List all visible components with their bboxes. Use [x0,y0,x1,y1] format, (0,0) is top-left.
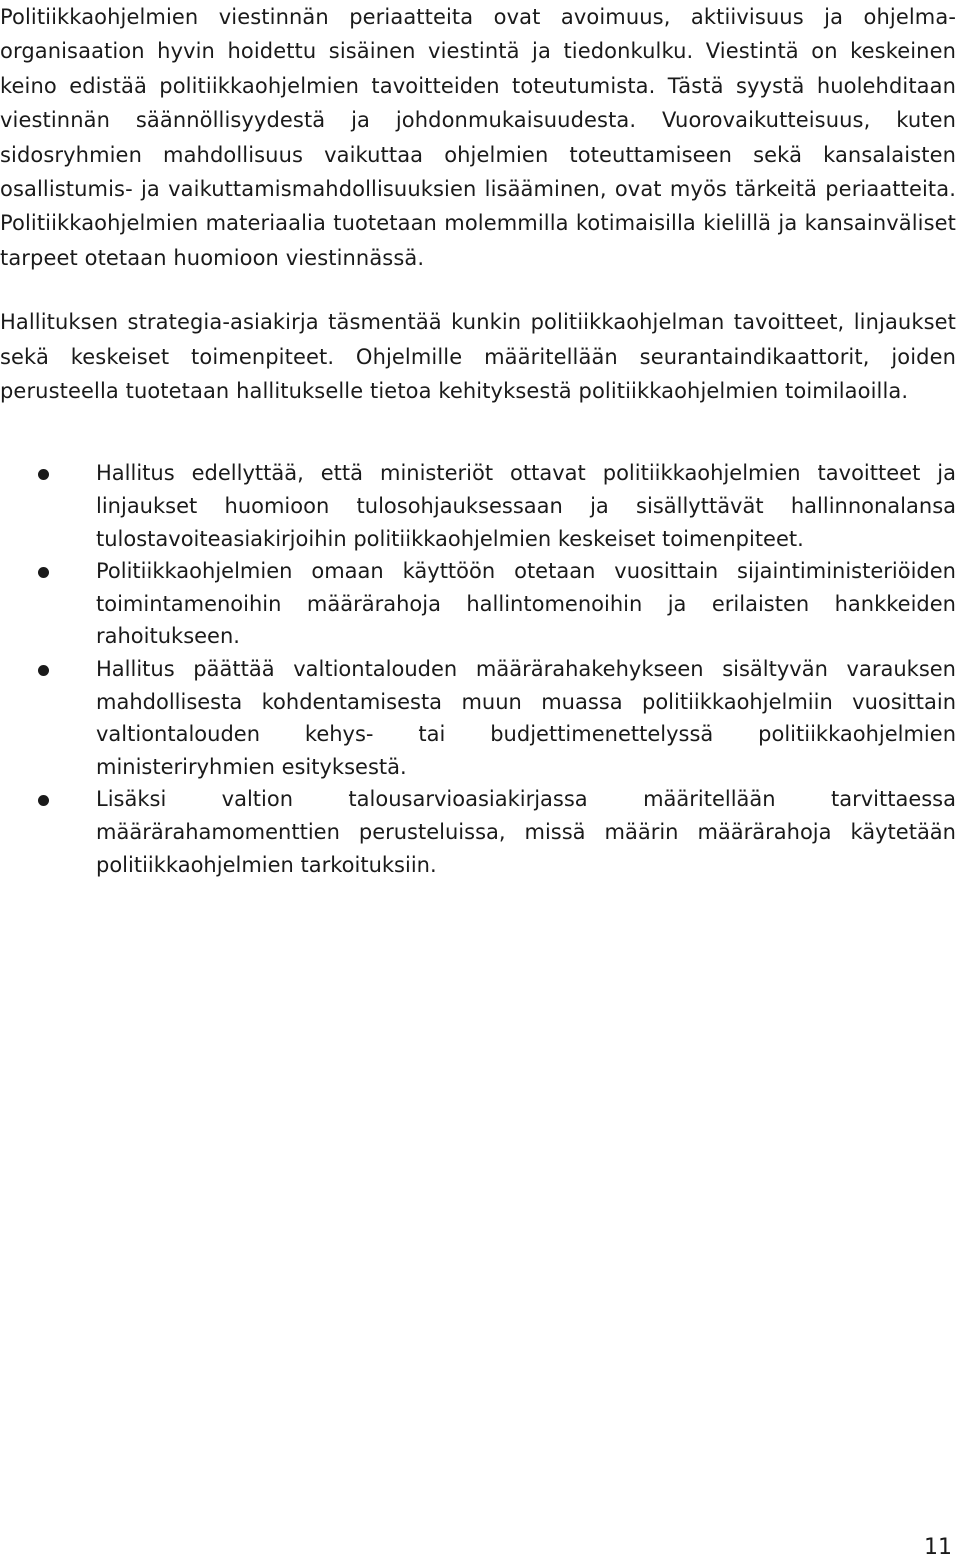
list-item-text: Hallitus päättää valtiontalouden määrärahakehykseen sisältyvän varauksen mahdollisesta kohdentamisesta muun muassa politiikkaohjelmiin vuosittain valtiontalouden kehys- tai budjettimenettelyssä politiikkaohjelmien ministeriryhmien esityksestä. [96,657,956,779]
list-item-text: Lisäksi valtion talousarvioasiakirjassa määritellään tarvittaessa määrärahamomenttien perusteluissa, missä määrin määrärahoja käytetään politiikkaohjelmien tarkoituksiin. [96,787,956,877]
list-item [0,653,956,783]
list-item [0,457,956,555]
paragraph-strategy-document: Hallituksen strategia-asiakirja täsmentää kunkin politiikkaohjelman tavoitteet, linjaukset sekä keskeiset toimenpiteet. Ohjelmille määritellään seurantaindikaattorit, joiden perusteella tuotetaan hallitukselle tietoa kehityksestä politiikkaohjelmien toimilaoilla. [0,310,956,404]
paragraph-communication-principles: Politiikkaohjelmien viestinnän periaatteita ovat avoimuus, aktiivisuus ja ohjelma-organisaation hyvin hoidettu sisäinen viestintä ja tiedonkulku. Viestintä on keskeinen keino edistää politiikkaohjelmien tavoitteiden toteutumista. Tästä syystä huolehditaan viestinnän säännöllisyydestä ja johdonmukaisuudesta. Vuorovaikutteisuus, kuten sidosryhmien mahdollisuus vaikuttaa ohjelmien toteuttamiseen sekä kansalaisten osallistumis- ja vaikuttamismahdollisuuksien lisääminen, ovat myös tärkeitä periaatteita. Politiikkaohjelmien materiaalia tuotetaan molemmilla kotimaisilla kielillä ja kansainväliset tarpeet otetaan huomioon viestinnässä. [0,5,956,270]
bullet-dot-icon [38,469,49,480]
bullet-list [0,457,956,881]
list-item [0,783,956,881]
bullet-dot-icon [38,795,49,806]
bullet-dot-icon [38,665,49,676]
page-number: 11 [924,1535,952,1560]
list-item-text: Hallitus edellyttää, että ministeriöt ottavat politiikkaohjelmien tavoitteet ja linjaukset huomioon tulosohjauksessaan ja sisällyttävät hallinnonalansa tulostavoiteasiakirjoihin politiikkaohjelmien keskeiset toimenpiteet. [96,461,956,551]
list-item [0,555,956,653]
bullet-dot-icon [38,567,49,578]
list-item-text: Politiikkaohjelmien omaan käyttöön otetaan vuosittain sijaintiministeriöiden toimintamenoihin määrärahoja hallintomenoihin ja erilaisten hankkeiden rahoitukseen. [96,559,956,649]
